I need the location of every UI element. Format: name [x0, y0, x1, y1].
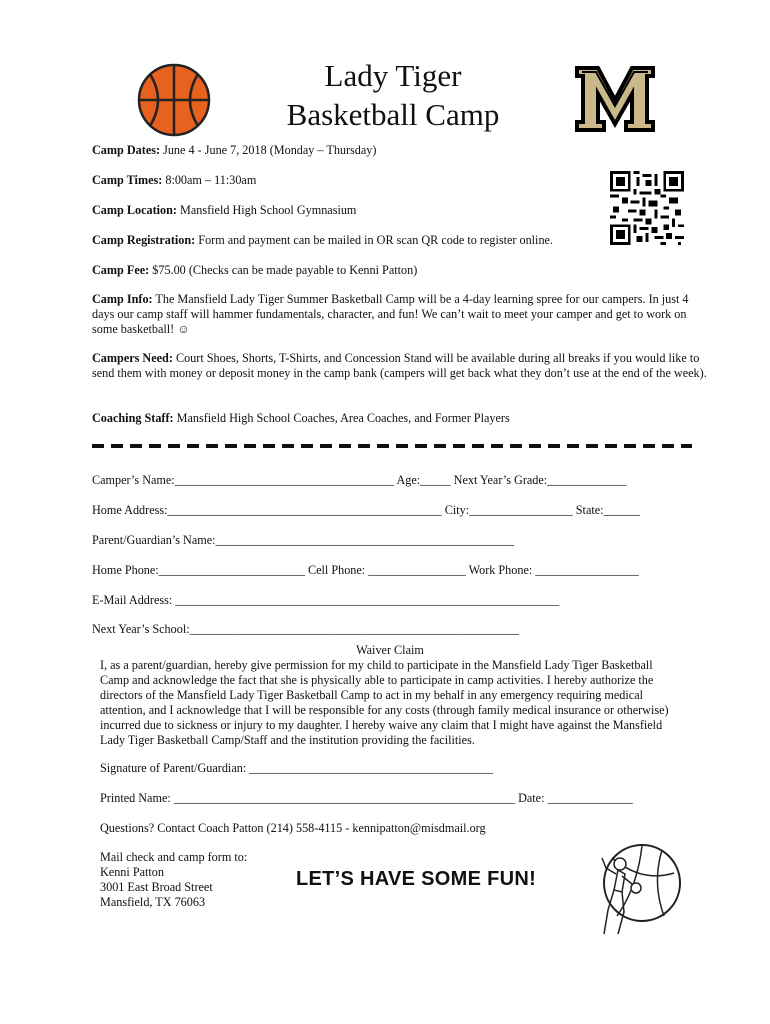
page-title — [230, 56, 556, 134]
slogan: LET’S HAVE SOME FUN! — [296, 868, 537, 890]
title-line-1: Lady Tiger — [324, 58, 462, 93]
camp-times — [92, 173, 712, 188]
camp-location — [92, 203, 712, 218]
camp-registration — [92, 233, 712, 248]
mail-name: Kenni Patton — [100, 865, 164, 879]
camp-info-value: The Mansfield Lady Tiger Summer Basketball Camp will be a 4-day learning spree for our campers. In just 4 days our camp staff will hammer fundamentals, character, and fun! We can’t wait to meet your camper and get to work on some basketball! ☺ — [92, 292, 689, 336]
basketball-icon — [136, 62, 212, 138]
coaching-staff-value: Mansfield High School Coaches, Area Coaches, and Former Players — [173, 411, 510, 425]
camp-fee-label: Camp Fee: — [92, 263, 150, 277]
coaching-staff — [92, 411, 712, 426]
phone-line[interactable]: Home Phone:________________________ Cell Phone: ________________ Work Phone: _________________ — [92, 563, 639, 577]
mail-street: 3001 East Broad Street — [100, 880, 213, 894]
signature-line[interactable]: Signature of Parent/Guardian: ________________________________________ — [100, 761, 494, 775]
camp-fee-value: $75.00 (Checks can be made payable to Kenni Patton) — [149, 263, 418, 277]
mansfield-logo — [574, 64, 656, 134]
camp-registration-label: Camp Registration: — [92, 233, 196, 247]
camp-dates — [92, 143, 712, 158]
waiver-text: I, as a parent/guardian, hereby give permission for my child to participate in the Mansfield Lady Tiger Basketball Camp and acknowledge the fact that she is physically able to participate in camp activities. I hereby authorize the directors of the Mansfield Lady Tiger Basketball Camp to act in my behalf in any emergency requiring medical attention, and I acknowledge that I will be responsible for any costs (through family medical insurance or otherwise) incurred due to sickness or injury to my daughter. I hereby waive any claim that I might have against the Mansfield Lady Tiger Basketball Camp/Staff and the institution providing the facilities. — [100, 658, 669, 747]
home-address-line[interactable]: Home Address:_____________________________________________ City:_________________ State:______ — [92, 503, 641, 517]
mail-instructions: Mail check and camp form to: — [100, 850, 248, 864]
email-line[interactable]: E-Mail Address: _______________________________________________________________ — [92, 593, 560, 607]
printed-name-line[interactable]: Printed Name: ________________________________________________________ Date: ______________ — [100, 791, 633, 805]
title-line-2: Basketball Camp — [286, 97, 500, 132]
campers-need-label: Campers Need: — [92, 351, 173, 365]
camp-fee — [92, 263, 712, 278]
camp-times-value: 8:00am – 11:30am — [162, 173, 257, 187]
camp-info — [92, 292, 712, 337]
campers-need — [92, 351, 712, 381]
basketball-player-icon — [592, 838, 682, 938]
camp-times-label: Camp Times: — [92, 173, 163, 187]
campers-need-value: Court Shoes, Shorts, T-Shirts, and Concession Stand will be available during all breaks if you would like to send them with money or deposit money in the camp bank (campers will get back what they don’t use at the end of the week). — [92, 351, 707, 380]
mail-city: Mansfield, TX 76063 — [100, 895, 206, 909]
camp-info-label: Camp Info: — [92, 292, 153, 306]
coaching-staff-label: Coaching Staff: — [92, 411, 174, 425]
guardian-name-line[interactable]: Parent/Guardian’s Name:_________________________________________________ — [92, 533, 515, 547]
camp-location-label: Camp Location: — [92, 203, 177, 217]
camp-dates-value: June 4 - June 7, 2018 (Monday – Thursday) — [160, 143, 377, 157]
camp-location-value: Mansfield High School Gymnasium — [176, 203, 357, 217]
waiver-heading: Waiver Claim — [356, 643, 424, 657]
camp-dates-label: Camp Dates: — [92, 143, 161, 157]
camp-registration-value: Form and payment can be mailed in OR scan QR code to register online. — [195, 233, 553, 247]
cut-line-divider — [92, 436, 692, 456]
school-line[interactable]: Next Year’s School:______________________________________________________ — [92, 622, 519, 636]
questions-contact: Questions? Contact Coach Patton (214) 558-4115 - kennipatton@misdmail.org — [100, 821, 486, 835]
camper-name-line[interactable]: Camper’s Name:____________________________________ Age:_____ Next Year’s Grade:_____________ — [92, 473, 627, 487]
